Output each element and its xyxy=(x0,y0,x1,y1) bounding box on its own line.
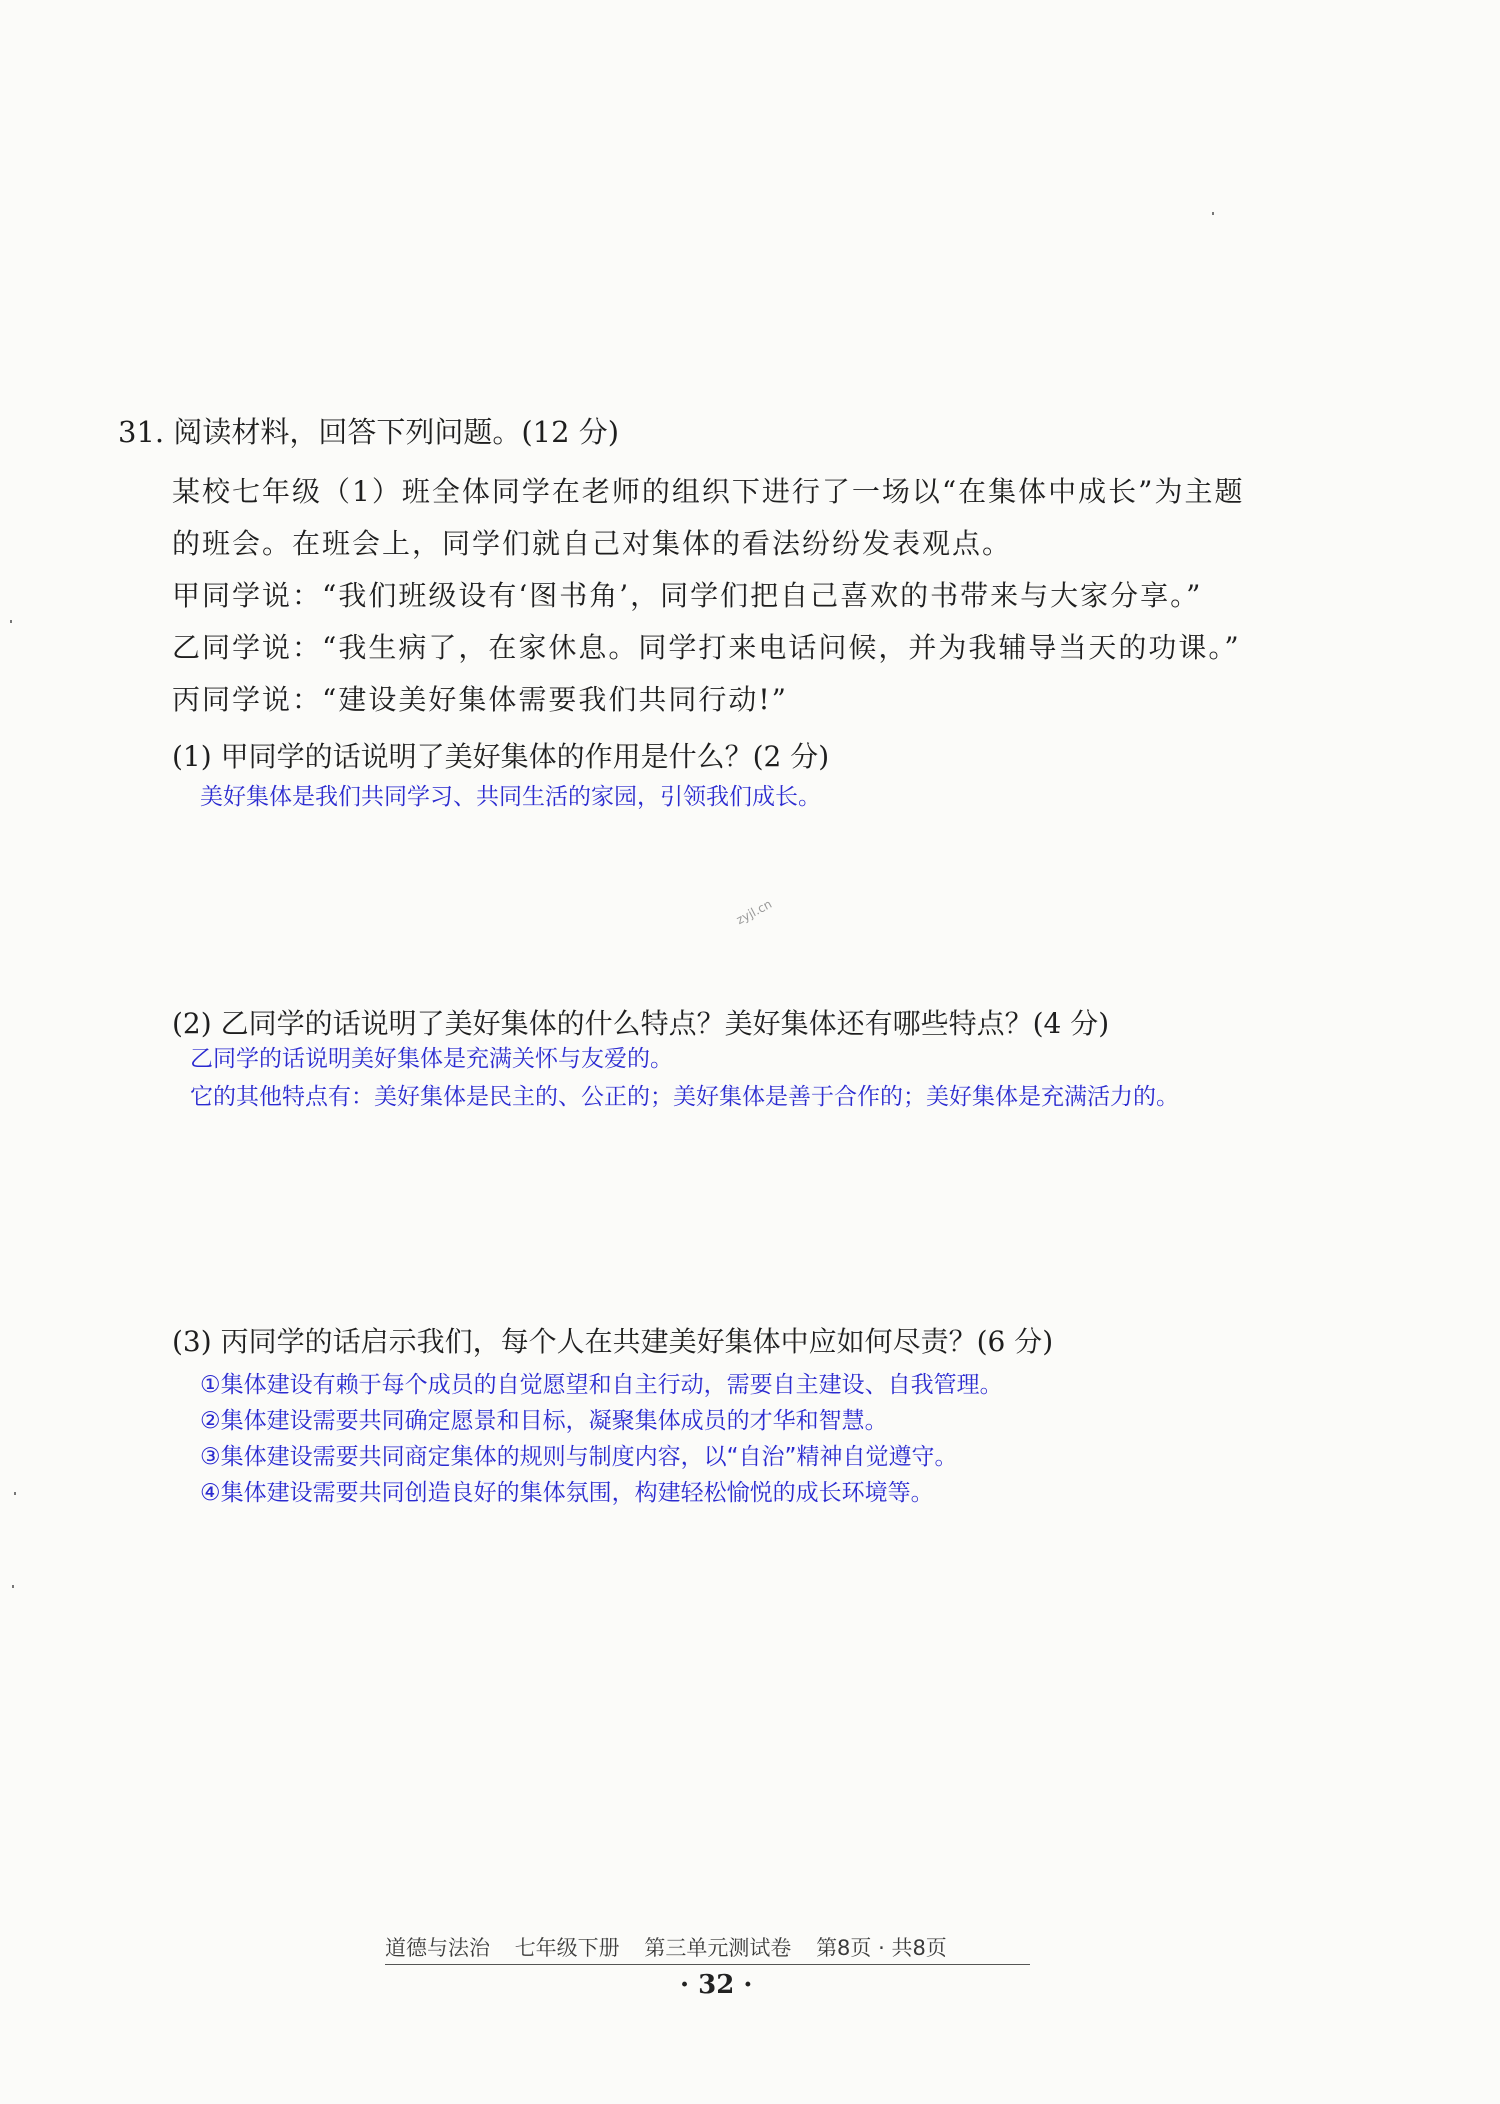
answer-1: 美好集体是我们共同学习、共同生活的家园，引领我们成长。 xyxy=(200,784,821,810)
answer-3-line-3: ③集体建设需要共同商定集体的规则与制度内容，以“自治”精神自觉遵守。 xyxy=(200,1444,958,1470)
footer-page-info: 第8页 · 共8页 xyxy=(816,1936,947,1960)
material-line-4: 乙同学说：“我生病了，在家休息。同学打来电话问候，并为我辅导当天的功课。” xyxy=(172,631,1241,664)
sub-question-1: (1) 甲同学的话说明了美好集体的作用是什么？(2 分) xyxy=(172,740,830,773)
page-number: · 32 · xyxy=(680,1970,753,2000)
answer-3-line-1: ①集体建设有赖于每个成员的自觉愿望和自主行动，需要自主建设、自我管理。 xyxy=(200,1372,1003,1398)
material-line-3: 甲同学说：“我们班级设有‘图书角’，同学们把自己喜欢的书带来与大家分享。” xyxy=(172,579,1203,612)
answer-3-line-4: ④集体建设需要共同创造良好的集体氛围，构建轻松愉悦的成长环境等。 xyxy=(200,1480,934,1506)
answer-2-line-1: 乙同学的话说明美好集体是充满关怀与友爱的。 xyxy=(190,1046,673,1072)
material-line-5: 丙同学说：“建设美好集体需要我们共同行动!” xyxy=(172,683,788,716)
footer-test-name: 第三单元测试卷 xyxy=(644,1936,792,1960)
scan-speck xyxy=(14,1492,16,1495)
scan-speck xyxy=(1212,212,1214,215)
watermark: zyjl.cn xyxy=(733,896,775,928)
material-line-1: 某校七年级（1）班全体同学在老师的组织下进行了一场以“在集体中成长”为主题 xyxy=(172,475,1245,508)
sub-question-3: (3) 丙同学的话启示我们，每个人在共建美好集体中应如何尽责？(6 分) xyxy=(172,1325,1054,1358)
answer-2-line-2: 它的其他特点有：美好集体是民主的、公正的；美好集体是善于合作的；美好集体是充满活力的。 xyxy=(190,1084,1179,1110)
answer-3-line-2: ②集体建设需要共同确定愿景和目标，凝聚集体成员的才华和智慧。 xyxy=(200,1408,888,1434)
footer-grade: 七年级下册 xyxy=(514,1936,620,1960)
scan-speck xyxy=(12,1585,14,1588)
sub-question-2: (2) 乙同学的话说明了美好集体的什么特点？美好集体还有哪些特点？(4 分) xyxy=(172,1007,1110,1040)
footer-subject: 道德与法治 xyxy=(385,1936,490,1960)
page-footer xyxy=(385,1932,1030,1965)
material-line-2: 的班会。在班会上，同学们就自己对集体的看法纷纷发表观点。 xyxy=(172,527,1013,560)
question-title: 31. 阅读材料，回答下列问题。(12 分) xyxy=(118,415,620,449)
scan-speck xyxy=(10,620,12,623)
